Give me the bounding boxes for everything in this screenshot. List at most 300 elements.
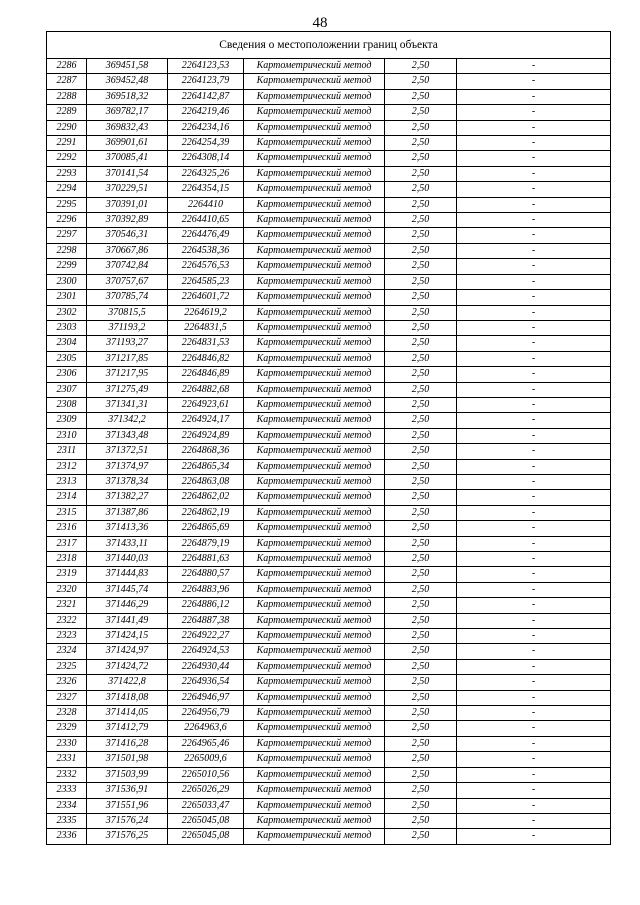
description-cell: - [457,336,611,351]
accuracy-cell: 2,50 [385,213,457,228]
y-coordinate-cell: 2264846,82 [168,351,244,366]
method-cell: Картометрический метод [244,382,385,397]
table-row [47,320,611,335]
description-cell: - [457,397,611,412]
table-row [47,228,611,243]
table-row [47,105,611,120]
y-coordinate-cell: 2264831,5 [168,320,244,335]
method-cell: Картометрический метод [244,151,385,166]
accuracy-cell: 2,50 [385,659,457,674]
x-coordinate-cell: 371341,31 [87,397,168,412]
table-row [47,598,611,613]
x-coordinate-cell: 370757,67 [87,274,168,289]
description-cell: - [457,567,611,582]
x-coordinate-cell: 371445,74 [87,582,168,597]
method-cell: Картометрический метод [244,459,385,474]
description-cell: - [457,382,611,397]
x-coordinate-cell: 371378,34 [87,474,168,489]
description-cell: - [457,552,611,567]
table-row [47,690,611,705]
accuracy-cell: 2,50 [385,690,457,705]
accuracy-cell: 2,50 [385,736,457,751]
x-coordinate-cell: 371217,85 [87,351,168,366]
point-number-cell: 2293 [47,166,87,181]
point-number-cell: 2314 [47,490,87,505]
table-row [47,89,611,104]
table-row [47,474,611,489]
accuracy-cell: 2,50 [385,536,457,551]
table-row [47,505,611,520]
x-coordinate-cell: 371422,8 [87,675,168,690]
table-row [47,336,611,351]
point-number-cell: 2306 [47,367,87,382]
x-coordinate-cell: 371424,72 [87,659,168,674]
x-coordinate-cell: 371424,97 [87,644,168,659]
table-row [47,397,611,412]
method-cell: Картометрический метод [244,567,385,582]
point-number-cell: 2308 [47,397,87,412]
x-coordinate-cell: 371372,51 [87,444,168,459]
description-cell: - [457,274,611,289]
accuracy-cell: 2,50 [385,166,457,181]
point-number-cell: 2311 [47,444,87,459]
method-cell: Картометрический метод [244,613,385,628]
description-cell: - [457,136,611,151]
x-coordinate-cell: 371413,36 [87,521,168,536]
point-number-cell: 2300 [47,274,87,289]
y-coordinate-cell: 2264965,46 [168,736,244,751]
point-number-cell: 2294 [47,182,87,197]
point-number-cell: 2332 [47,767,87,782]
y-coordinate-cell: 2264923,61 [168,397,244,412]
accuracy-cell: 2,50 [385,336,457,351]
table-title-row [47,32,611,59]
table-row [47,459,611,474]
x-coordinate-cell: 370392,89 [87,213,168,228]
accuracy-cell: 2,50 [385,290,457,305]
description-cell: - [457,598,611,613]
point-number-cell: 2324 [47,644,87,659]
description-cell: - [457,474,611,489]
table-row [47,721,611,736]
y-coordinate-cell: 2264410 [168,197,244,212]
method-cell: Картометрический метод [244,213,385,228]
x-coordinate-cell: 371424,15 [87,629,168,644]
description-cell: - [457,413,611,428]
description-cell: - [457,351,611,366]
x-coordinate-cell: 370229,51 [87,182,168,197]
point-number-cell: 2298 [47,243,87,258]
description-cell: - [457,228,611,243]
y-coordinate-cell: 2264924,89 [168,428,244,443]
accuracy-cell: 2,50 [385,721,457,736]
point-number-cell: 2335 [47,813,87,828]
table-row [47,274,611,289]
description-cell: - [457,613,611,628]
table-row [47,798,611,813]
accuracy-cell: 2,50 [385,197,457,212]
x-coordinate-cell: 371536,91 [87,783,168,798]
accuracy-cell: 2,50 [385,74,457,89]
x-coordinate-cell: 369452,48 [87,74,168,89]
y-coordinate-cell: 2264882,68 [168,382,244,397]
y-coordinate-cell: 2264585,23 [168,274,244,289]
point-number-cell: 2299 [47,259,87,274]
y-coordinate-cell: 2264956,79 [168,706,244,721]
y-coordinate-cell: 2264831,53 [168,336,244,351]
table-row [47,259,611,274]
table-row [47,444,611,459]
x-coordinate-cell: 369901,61 [87,136,168,151]
point-number-cell: 2309 [47,413,87,428]
point-number-cell: 2321 [47,598,87,613]
description-cell: - [457,813,611,828]
y-coordinate-cell: 2264476,49 [168,228,244,243]
y-coordinate-cell: 2264930,44 [168,659,244,674]
table-row [47,382,611,397]
accuracy-cell: 2,50 [385,367,457,382]
point-number-cell: 2295 [47,197,87,212]
table-row [47,120,611,135]
description-cell: - [457,59,611,74]
table-row [47,197,611,212]
table-row [47,767,611,782]
accuracy-cell: 2,50 [385,274,457,289]
x-coordinate-cell: 371576,25 [87,829,168,844]
x-coordinate-cell: 371416,28 [87,736,168,751]
point-number-cell: 2318 [47,552,87,567]
point-number-cell: 2316 [47,521,87,536]
x-coordinate-cell: 369832,43 [87,120,168,135]
accuracy-cell: 2,50 [385,259,457,274]
accuracy-cell: 2,50 [385,644,457,659]
table-row [47,213,611,228]
accuracy-cell: 2,50 [385,228,457,243]
table-row [47,613,611,628]
description-cell: - [457,444,611,459]
y-coordinate-cell: 2264354,15 [168,182,244,197]
method-cell: Картометрический метод [244,166,385,181]
y-coordinate-cell: 2264868,36 [168,444,244,459]
y-coordinate-cell: 2264879,19 [168,536,244,551]
table-row [47,367,611,382]
point-number-cell: 2303 [47,320,87,335]
table-row [47,706,611,721]
method-cell: Картометрический метод [244,320,385,335]
y-coordinate-cell: 2265010,56 [168,767,244,782]
accuracy-cell: 2,50 [385,567,457,582]
accuracy-cell: 2,50 [385,89,457,104]
method-cell: Картометрический метод [244,783,385,798]
point-number-cell: 2317 [47,536,87,551]
y-coordinate-cell: 2264325,26 [168,166,244,181]
table-row [47,736,611,751]
description-cell: - [457,721,611,736]
point-number-cell: 2330 [47,736,87,751]
description-cell: - [457,213,611,228]
x-coordinate-cell: 370742,84 [87,259,168,274]
description-cell: - [457,290,611,305]
table-row [47,644,611,659]
accuracy-cell: 2,50 [385,243,457,258]
x-coordinate-cell: 370815,5 [87,305,168,320]
description-cell: - [457,798,611,813]
x-coordinate-cell: 371414,05 [87,706,168,721]
description-cell: - [457,736,611,751]
table-row [47,567,611,582]
table-row [47,413,611,428]
method-cell: Картометрический метод [244,105,385,120]
accuracy-cell: 2,50 [385,813,457,828]
x-coordinate-cell: 369782,17 [87,105,168,120]
method-cell: Картометрический метод [244,736,385,751]
table-row [47,59,611,74]
point-number-cell: 2288 [47,89,87,104]
description-cell: - [457,690,611,705]
method-cell: Картометрический метод [244,521,385,536]
table-row [47,305,611,320]
accuracy-cell: 2,50 [385,798,457,813]
method-cell: Картометрический метод [244,505,385,520]
point-number-cell: 2304 [47,336,87,351]
method-cell: Картометрический метод [244,120,385,135]
description-cell: - [457,829,611,844]
accuracy-cell: 2,50 [385,351,457,366]
accuracy-cell: 2,50 [385,428,457,443]
method-cell: Картометрический метод [244,752,385,767]
accuracy-cell: 2,50 [385,105,457,120]
description-cell: - [457,767,611,782]
x-coordinate-cell: 369451,58 [87,59,168,74]
y-coordinate-cell: 2264880,57 [168,567,244,582]
accuracy-cell: 2,50 [385,474,457,489]
description-cell: - [457,151,611,166]
description-cell: - [457,659,611,674]
table-row [47,151,611,166]
description-cell: - [457,505,611,520]
description-cell: - [457,89,611,104]
method-cell: Картометрический метод [244,59,385,74]
method-cell: Картометрический метод [244,351,385,366]
point-number-cell: 2301 [47,290,87,305]
description-cell: - [457,182,611,197]
x-coordinate-cell: 370785,74 [87,290,168,305]
y-coordinate-cell: 2264308,14 [168,151,244,166]
method-cell: Картометрический метод [244,74,385,89]
y-coordinate-cell: 2264863,08 [168,474,244,489]
x-coordinate-cell: 371412,79 [87,721,168,736]
accuracy-cell: 2,50 [385,552,457,567]
table-row [47,182,611,197]
x-coordinate-cell: 371503,99 [87,767,168,782]
table-row [47,428,611,443]
point-number-cell: 2333 [47,783,87,798]
description-cell: - [457,706,611,721]
x-coordinate-cell: 371387,86 [87,505,168,520]
description-cell: - [457,490,611,505]
table-row [47,659,611,674]
accuracy-cell: 2,50 [385,136,457,151]
point-number-cell: 2315 [47,505,87,520]
x-coordinate-cell: 371342,2 [87,413,168,428]
method-cell: Картометрический метод [244,228,385,243]
y-coordinate-cell: 2264846,89 [168,367,244,382]
table-row [47,813,611,828]
point-number-cell: 2323 [47,629,87,644]
method-cell: Картометрический метод [244,274,385,289]
accuracy-cell: 2,50 [385,120,457,135]
y-coordinate-cell: 2265045,08 [168,829,244,844]
table-row [47,752,611,767]
description-cell: - [457,521,611,536]
boundary-coordinates-table [46,31,611,845]
y-coordinate-cell: 2264946,97 [168,690,244,705]
point-number-cell: 2305 [47,351,87,366]
point-number-cell: 2327 [47,690,87,705]
y-coordinate-cell: 2265045,08 [168,813,244,828]
method-cell: Картометрический метод [244,444,385,459]
accuracy-cell: 2,50 [385,182,457,197]
y-coordinate-cell: 2264924,17 [168,413,244,428]
method-cell: Картометрический метод [244,813,385,828]
description-cell: - [457,305,611,320]
accuracy-cell: 2,50 [385,521,457,536]
y-coordinate-cell: 2264862,19 [168,505,244,520]
description-cell: - [457,752,611,767]
y-coordinate-cell: 2264922,27 [168,629,244,644]
y-coordinate-cell: 2264865,69 [168,521,244,536]
table-row [47,783,611,798]
accuracy-cell: 2,50 [385,767,457,782]
method-cell: Картометрический метод [244,629,385,644]
method-cell: Картометрический метод [244,490,385,505]
y-coordinate-cell: 2265026,29 [168,783,244,798]
method-cell: Картометрический метод [244,706,385,721]
table-row [47,536,611,551]
x-coordinate-cell: 371501,98 [87,752,168,767]
point-number-cell: 2328 [47,706,87,721]
point-number-cell: 2322 [47,613,87,628]
x-coordinate-cell: 370085,41 [87,151,168,166]
point-number-cell: 2302 [47,305,87,320]
description-cell: - [457,536,611,551]
x-coordinate-cell: 371444,83 [87,567,168,582]
table-row [47,829,611,844]
method-cell: Картометрический метод [244,136,385,151]
x-coordinate-cell: 371446,29 [87,598,168,613]
x-coordinate-cell: 370141,54 [87,166,168,181]
point-number-cell: 2336 [47,829,87,844]
point-number-cell: 2291 [47,136,87,151]
y-coordinate-cell: 2264887,38 [168,613,244,628]
method-cell: Картометрический метод [244,675,385,690]
point-number-cell: 2319 [47,567,87,582]
x-coordinate-cell: 371217,95 [87,367,168,382]
point-number-cell: 2326 [47,675,87,690]
x-coordinate-cell: 371193,2 [87,320,168,335]
accuracy-cell: 2,50 [385,490,457,505]
method-cell: Картометрический метод [244,552,385,567]
x-coordinate-cell: 371193,27 [87,336,168,351]
method-cell: Картометрический метод [244,397,385,412]
description-cell: - [457,367,611,382]
description-cell: - [457,783,611,798]
page-number: 48 [312,15,328,31]
x-coordinate-cell: 370546,31 [87,228,168,243]
y-coordinate-cell: 2264576,53 [168,259,244,274]
y-coordinate-cell: 2264886,12 [168,598,244,613]
description-cell: - [457,197,611,212]
point-number-cell: 2329 [47,721,87,736]
y-coordinate-cell: 2264123,79 [168,74,244,89]
y-coordinate-cell: 2264219,46 [168,105,244,120]
accuracy-cell: 2,50 [385,382,457,397]
accuracy-cell: 2,50 [385,505,457,520]
y-coordinate-cell: 2264234,16 [168,120,244,135]
table-row [47,166,611,181]
accuracy-cell: 2,50 [385,629,457,644]
method-cell: Картометрический метод [244,428,385,443]
x-coordinate-cell: 371275,49 [87,382,168,397]
accuracy-cell: 2,50 [385,675,457,690]
x-coordinate-cell: 371418,08 [87,690,168,705]
point-number-cell: 2290 [47,120,87,135]
x-coordinate-cell: 371374,97 [87,459,168,474]
description-cell: - [457,105,611,120]
accuracy-cell: 2,50 [385,320,457,335]
point-number-cell: 2307 [47,382,87,397]
accuracy-cell: 2,50 [385,59,457,74]
description-cell: - [457,644,611,659]
description-cell: - [457,428,611,443]
method-cell: Картометрический метод [244,243,385,258]
x-coordinate-cell: 371343,48 [87,428,168,443]
y-coordinate-cell: 2264538,36 [168,243,244,258]
point-number-cell: 2297 [47,228,87,243]
method-cell: Картометрический метод [244,536,385,551]
description-cell: - [457,582,611,597]
x-coordinate-cell: 369518,32 [87,89,168,104]
method-cell: Картометрический метод [244,197,385,212]
table-row [47,675,611,690]
table-row [47,351,611,366]
y-coordinate-cell: 2264410,65 [168,213,244,228]
y-coordinate-cell: 2264123,53 [168,59,244,74]
method-cell: Картометрический метод [244,474,385,489]
method-cell: Картометрический метод [244,767,385,782]
point-number-cell: 2310 [47,428,87,443]
point-number-cell: 2331 [47,752,87,767]
y-coordinate-cell: 2264254,39 [168,136,244,151]
table-row [47,290,611,305]
point-number-cell: 2287 [47,74,87,89]
accuracy-cell: 2,50 [385,305,457,320]
method-cell: Картометрический метод [244,182,385,197]
description-cell: - [457,120,611,135]
description-cell: - [457,259,611,274]
method-cell: Картометрический метод [244,582,385,597]
table-row [47,74,611,89]
table-row [47,582,611,597]
method-cell: Картометрический метод [244,644,385,659]
x-coordinate-cell: 371440,03 [87,552,168,567]
method-cell: Картометрический метод [244,336,385,351]
method-cell: Картометрический метод [244,798,385,813]
y-coordinate-cell: 2265009,6 [168,752,244,767]
x-coordinate-cell: 371551,96 [87,798,168,813]
x-coordinate-cell: 371382,27 [87,490,168,505]
method-cell: Картометрический метод [244,829,385,844]
